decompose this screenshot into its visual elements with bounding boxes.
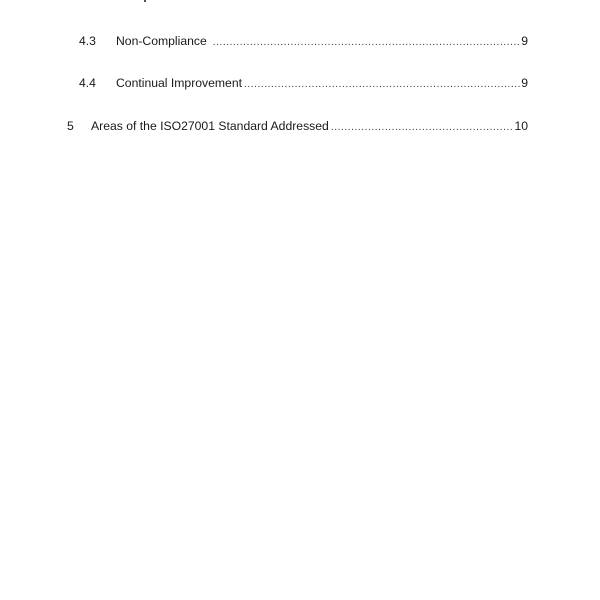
toc-entry-number: 4.3 (79, 34, 96, 48)
toc-dot-leader (331, 120, 514, 136)
toc-entry-number: 5 (67, 119, 74, 133)
toc-entry-title: Non-Compliance (116, 34, 207, 48)
toc-entry-number: 4.4 (79, 76, 96, 90)
toc-entry-page: 10 (514, 119, 528, 133)
toc-entry[interactable] (79, 33, 528, 49)
cropped-previous-entry-fragment (144, 0, 146, 2)
toc-dot-leader (213, 35, 520, 51)
toc-entry-page: 9 (521, 34, 528, 48)
toc-entry-title: Areas of the ISO27001 Standard Addressed (91, 119, 329, 133)
toc-entry[interactable] (79, 75, 528, 91)
toc-entry-page: 9 (521, 76, 528, 90)
toc-entry[interactable] (67, 118, 528, 134)
toc-dot-leader (244, 77, 520, 93)
toc-entry-title: Continual Improvement (116, 76, 242, 90)
